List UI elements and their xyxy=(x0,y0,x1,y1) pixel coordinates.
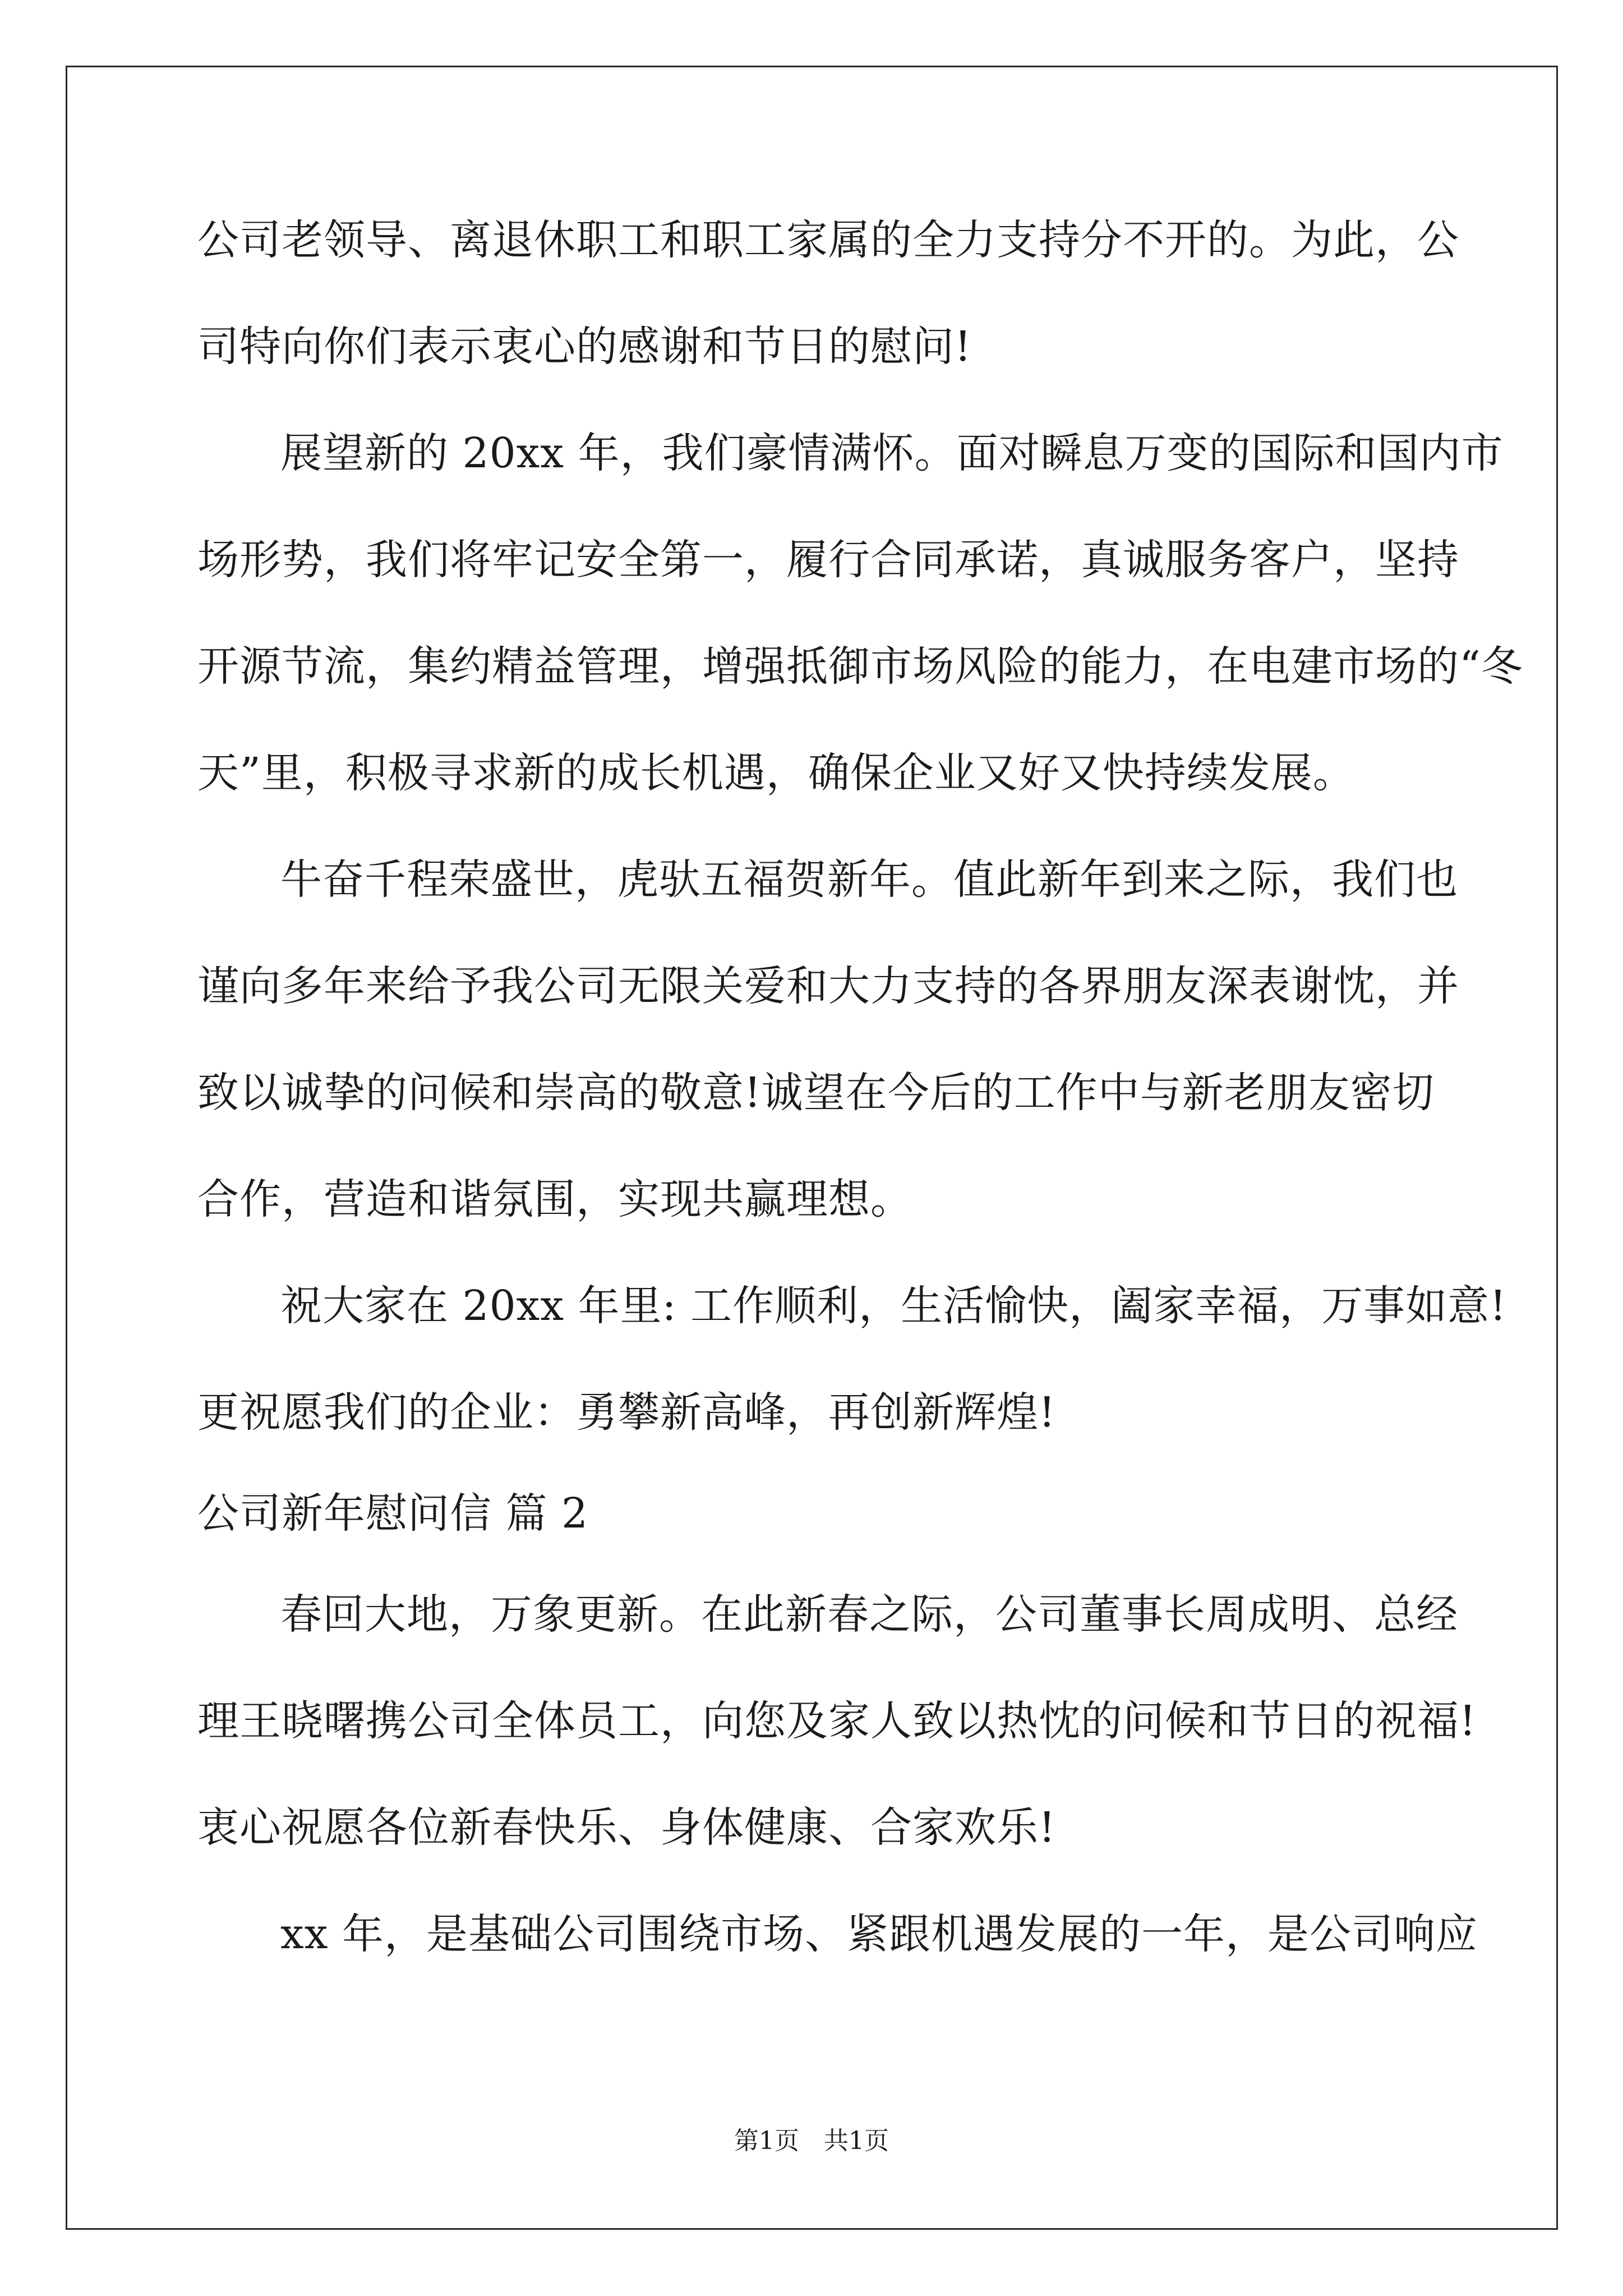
text-line: 衷心祝愿各位新春快乐、身体健康、合家欢乐! xyxy=(197,1803,1056,1852)
text-line: 公司老领导、离退休职工和职工家属的全力支持分不开的。为此，公 xyxy=(197,216,1459,264)
text-line: 理王晓曙携公司全体员工，向您及家人致以热忱的问候和节日的祝福! xyxy=(197,1697,1477,1745)
text-line: 开源节流，集约精益管理，增强抵御市场风险的能力，在电建市场的“冬 xyxy=(197,642,1523,691)
section-heading: 公司新年慰问信 篇 2 xyxy=(197,1489,589,1538)
text-line: 春回大地，万象更新。在此新春之际，公司董事长周成明、总经 xyxy=(280,1590,1458,1639)
text-line: 展望新的 20xx 年，我们豪情满怀。面对瞬息万变的国际和国内市 xyxy=(280,429,1504,477)
text-line: 牛奋千程荣盛世，虎驮五福贺新年。值此新年到来之际，我们也 xyxy=(280,855,1458,904)
page-number: 第1页 共1页 xyxy=(734,2127,889,2155)
text-line: xx 年，是基础公司围绕市场、紧跟机遇发展的一年，是公司响应 xyxy=(280,1910,1478,1958)
text-line: 司特向你们表示衷心的感谢和节日的慰问! xyxy=(197,323,972,371)
text-line: 合作，营造和谐氛围，实现共赢理想。 xyxy=(197,1175,912,1223)
text-line: 天”里，积极寻求新的成长机遇，确保企业又好又快持续发展。 xyxy=(197,749,1355,797)
text-line: 致以诚挚的问候和崇高的敬意!诚望在今后的工作中与新老朋友密切 xyxy=(197,1069,1435,1117)
text-line: 祝大家在 20xx 年里: 工作顺利，生活愉快，阖家幸福，万事如意! xyxy=(280,1282,1507,1330)
page-border xyxy=(66,66,1558,2230)
text-line: 谨向多年来给予我公司无限关爱和大力支持的各界朋友深表谢忱，并 xyxy=(197,962,1459,1010)
text-line: 场形势，我们将牢记安全第一，履行合同承诺，真诚服务客户，坚持 xyxy=(197,536,1459,584)
text-line: 更祝愿我们的企业：勇攀新高峰，再创新辉煌! xyxy=(197,1388,1056,1437)
